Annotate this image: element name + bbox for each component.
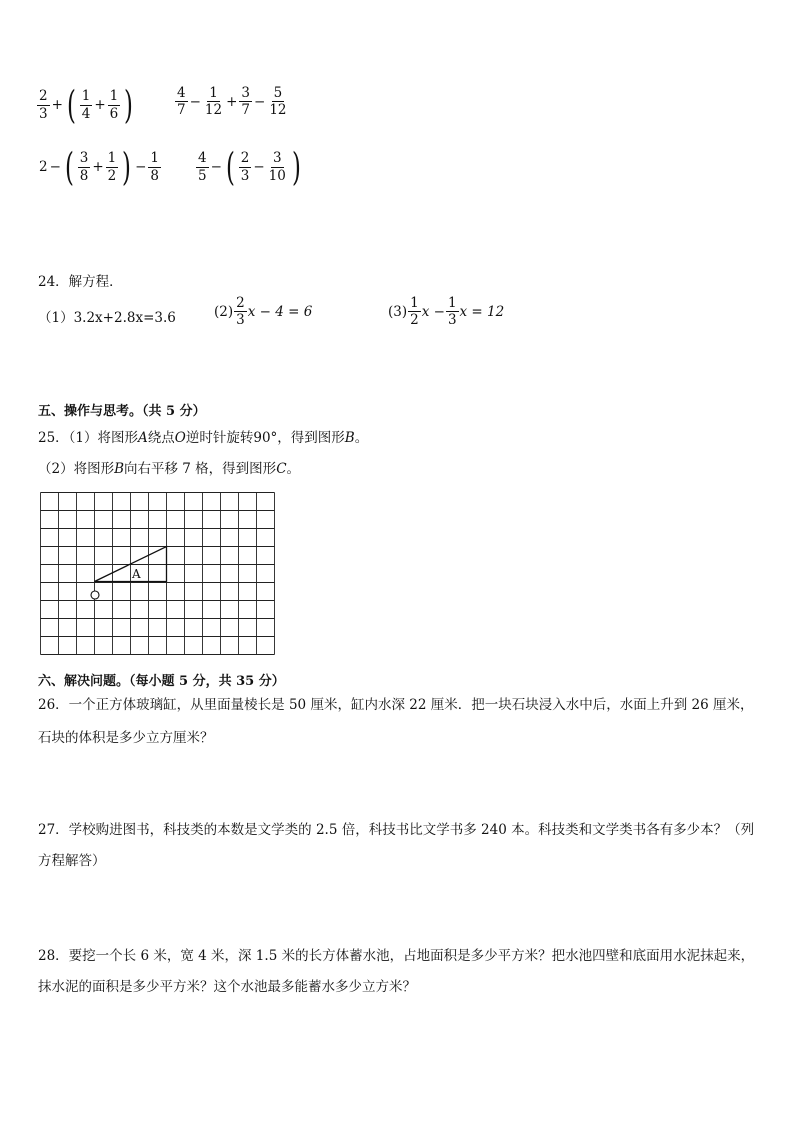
equation-1: （1）3.2x+2.8x=3.6 [38, 310, 176, 326]
question-26-line-1: 26．一个正方体玻璃缸，从里面量棱长是 50 厘米，缸内水深 22 厘米．把一块石块浸入水中后，水面上升到 26 厘米， [38, 697, 754, 713]
question-27-line-2: 方程解答） [38, 853, 106, 869]
fraction: $\frac{4}{7}$ [177, 85, 186, 119]
fraction: $\frac{1}{3}$ [447, 295, 457, 329]
fraction: $\frac{2}{3}$ [240, 150, 250, 184]
expression-3: 2 − ( $\frac{3}{8}$ + $\frac{1}{2}$ ) − $\frac{1}{8}$ [39, 145, 159, 189]
fraction: $\frac{1}{2}$ [410, 295, 419, 329]
point-o [91, 591, 99, 599]
fraction: $\frac{3}{10}$ [268, 150, 286, 184]
equation-3: (3) $\frac{1}{2}$ x − $\frac{1}{3}$ x = 12 [388, 295, 505, 329]
expression-1: $\frac{2}{3}$ + ( $\frac{1}{4}$ + $\frac{1}{6}$ ) [39, 83, 134, 127]
fraction: $\frac{5}{12}$ [269, 85, 287, 119]
fraction: $\frac{1}{12}$ [204, 85, 223, 119]
question-25-line-1: 25．（1）将图形A绕点O逆时针旋转90°，得到图形B。 [38, 430, 369, 446]
grid-figure [40, 492, 276, 656]
fraction: $\frac{2}{3}$ [236, 295, 245, 329]
equation-2: (2) $\frac{2}{3}$ x − 4 = 6 [214, 295, 313, 329]
question-28-line-2: 抹水泥的面积是多少平方米？这个水池最多能蓄水多少立方米？ [38, 979, 416, 995]
question-28-line-1: 28．要挖一个长 6 米，宽 4 米，深 1.5 米的长方体蓄水池，占地面积是多少平方米？把水池四壁和底面用水泥抹起来， [38, 948, 755, 964]
question-27-line-1: 27．学校购进图书，科技类的本数是文学类的 2.5 倍，科技书比文学书多 240 本。科技类和文学类书各有多少本？（列 [38, 822, 755, 838]
section-5-heading: 五、操作与思考。（共 5 分） [38, 404, 206, 419]
expression-2: $\frac{4}{7}$ − $\frac{1}{12}$ + $\frac{3}{7}$ − $\frac{5}{12}$ [177, 85, 287, 119]
question-24-title: 24．解方程． [38, 274, 123, 290]
triangle-a-label: A [132, 567, 141, 581]
fraction: $\frac{4}{5}$ [198, 150, 207, 184]
fraction: $\frac{3}{8}$ [79, 150, 89, 184]
fraction: $\frac{1}{6}$ [109, 88, 119, 122]
grid-lines [41, 493, 275, 655]
fraction: $\frac{1}{4}$ [81, 88, 91, 122]
fraction: $\frac{2}{3}$ [39, 88, 48, 122]
expression-4: $\frac{4}{5}$ − ( $\frac{2}{3}$ − $\frac{3}{10}$ ) [198, 145, 301, 189]
question-26-line-2: 石块的体积是多少立方厘米？ [38, 730, 214, 746]
section-6-heading: 六、解决问题。（每小题 5 分，共 35 分） [38, 674, 285, 689]
fraction: $\frac{3}{7}$ [241, 85, 250, 119]
fraction: $\frac{1}{8}$ [150, 150, 159, 184]
fraction: $\frac{1}{2}$ [107, 150, 117, 184]
question-25-line-2: （2）将图形B向右平移 7 格，得到图形C。 [38, 461, 301, 477]
